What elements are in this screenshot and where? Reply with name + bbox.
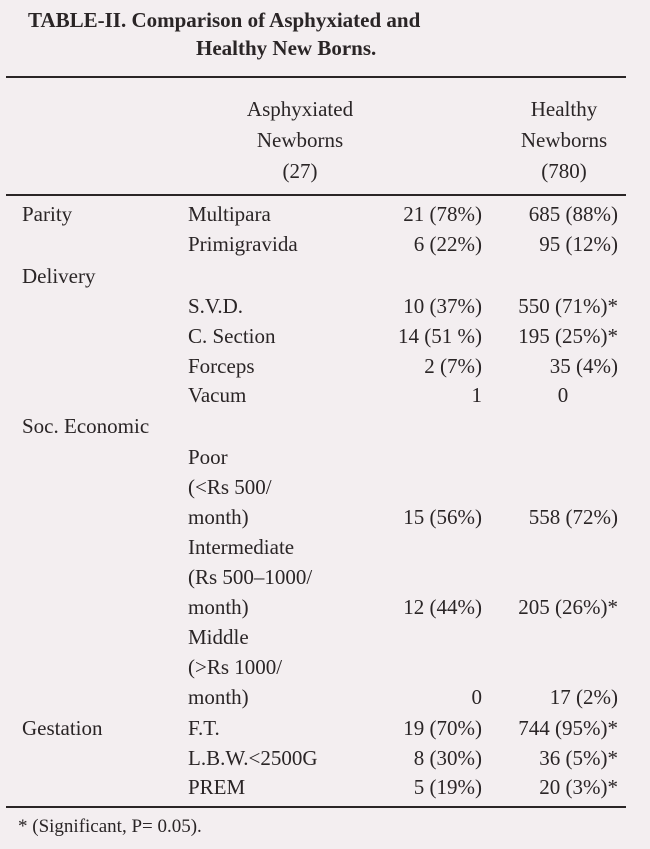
row-asphyxiated-value: 0 [471,685,482,709]
row-healthy-value: 35 (4%) [549,354,618,378]
row-healthy-value: 36 (5%)* [539,746,618,770]
row-label: L.B.W.<2500G [188,746,318,770]
row-label: month) [188,505,249,529]
row-label: Vacum [188,383,247,407]
column-header-healthy-line: Newborns [520,128,608,152]
row-asphyxiated-value: 5 (19%) [413,775,482,799]
row-healthy-value: 195 (25%)* [518,324,618,348]
row-label: S.V.D. [188,294,244,318]
table-title-line2: Healthy New Borns. [196,36,377,60]
column-header-asphyxiated-line: (27) [282,159,318,183]
row-asphyxiated-value: 8 (30%) [413,746,482,770]
row-asphyxiated-value: 19 (70%) [403,716,482,740]
column-header-asphyxiated-line: Asphyxiated [246,97,354,121]
row-label: F.T. [188,716,220,740]
row-label: C. Section [188,324,276,348]
row-healthy-value: 95 (12%) [539,232,618,256]
row-label: (>Rs 1000/ [188,655,283,679]
row-label: Primigravida [188,232,298,256]
row-category: Delivery [22,264,96,288]
row-asphyxiated-value: 12 (44%) [403,595,482,619]
row-healthy-value: 20 (3%)* [539,775,618,799]
row-healthy-value: 685 (88%) [528,202,618,226]
row-healthy-value: 0 [557,383,569,407]
row-label: (Rs 500–1000/ [188,565,313,589]
row-label: Poor [188,445,228,469]
table-title-line1: TABLE-II. Comparison of Asphyxiated and [28,8,421,32]
top-rule [6,76,626,78]
row-label: Middle [188,625,249,649]
row-category: Soc. Economic [22,414,150,438]
row-label: (<Rs 500/ [188,475,272,499]
row-asphyxiated-value: 2 (7%) [424,354,482,378]
header-rule [6,194,626,196]
table-title [28,6,420,62]
row-category: Gestation [22,716,103,740]
row-healthy-value: 558 (72%) [528,505,618,529]
column-header-healthy-line: Healthy [530,97,598,121]
column-header-asphyxiated-line: Newborns [256,128,344,152]
row-category: Parity [22,202,73,226]
row-asphyxiated-value: 15 (56%) [403,505,482,529]
row-healthy-value: 550 (71%)* [518,294,618,318]
row-asphyxiated-value: 1 [471,383,482,407]
row-label: Forceps [188,354,255,378]
bottom-rule [6,806,626,808]
row-healthy-value: 744 (95%)* [518,716,618,740]
row-label: Intermediate [188,535,295,559]
row-asphyxiated-value: 14 (51 %) [398,324,482,348]
table-footnote: * (Significant, P= 0.05). [18,816,202,837]
row-label: PREM [188,775,246,799]
row-asphyxiated-value: 21 (78%) [403,202,482,226]
row-label: Multipara [188,202,271,226]
row-asphyxiated-value: 6 (22%) [413,232,482,256]
row-asphyxiated-value: 10 (37%) [403,294,482,318]
row-label: month) [188,685,249,709]
column-header-healthy [464,94,650,187]
row-healthy-value: 17 (2%) [549,685,618,709]
row-label: month) [188,595,249,619]
row-healthy-value: 205 (26%)* [518,595,618,619]
column-header-healthy-line: (780) [541,159,587,183]
column-header-asphyxiated [200,94,400,187]
